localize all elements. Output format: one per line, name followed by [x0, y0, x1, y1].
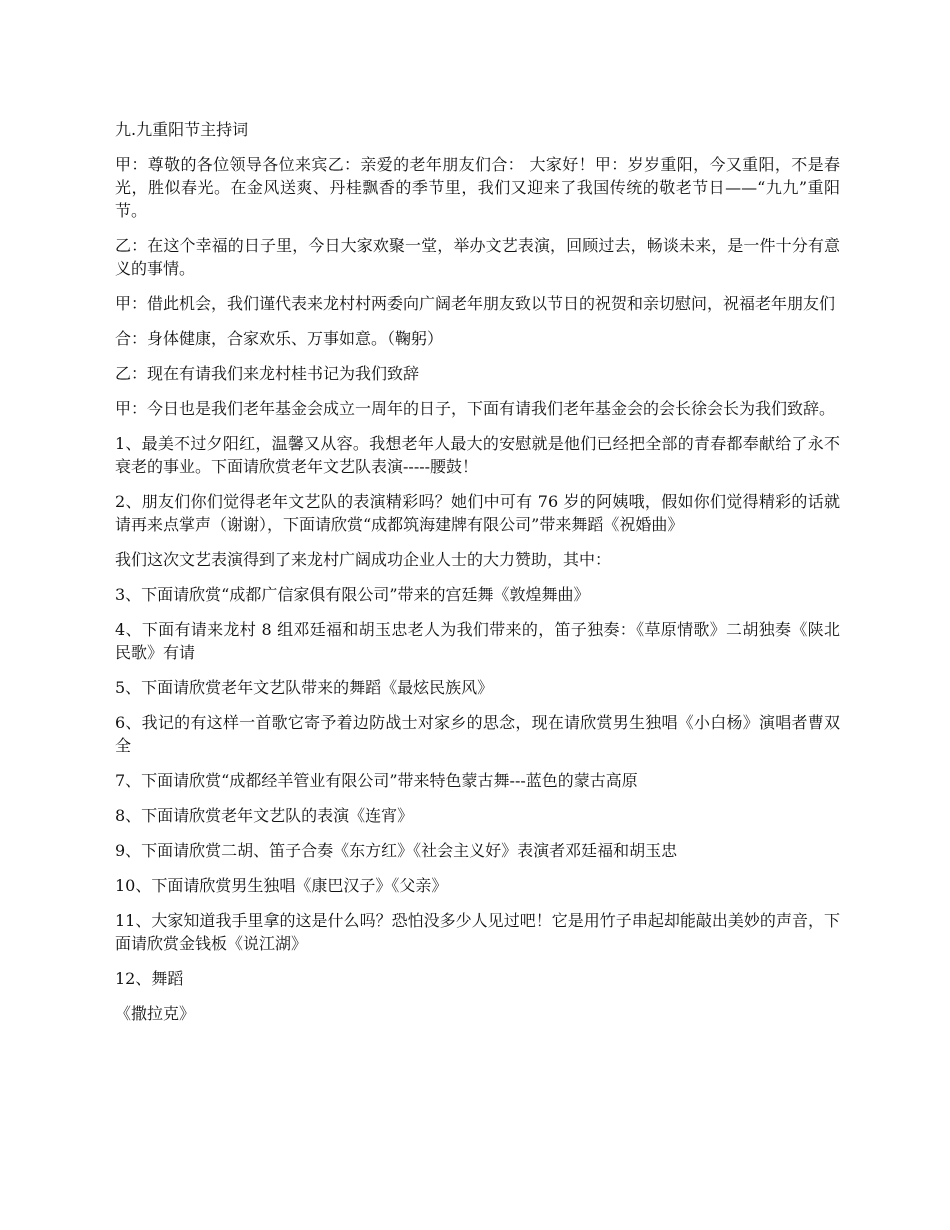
program-item-11: 11、大家知道我手里拿的这是什么吗？恐怕没多少人见过吧！它是用竹子串起却能敲出美妙的声音，下面请欣赏金钱板《说江湖》 [115, 911, 840, 953]
paragraph-he: 合：身体健康，合家欢乐、万事如意。（鞠躬） [115, 329, 444, 348]
paragraph-yi-1: 乙：在这个幸福的日子里，今日大家欢聚一堂，举办文艺表演，回顾过去，畅谈未来，是一件十分有意义的事情。 [115, 236, 840, 278]
program-item-2: 2、朋友们你们觉得老年文艺队的表演精彩吗？她们中可有 76 岁的阿姨哦，假如你们觉得精彩的话就请再来点掌声（谢谢），下面请欣赏“成都筑海建牌有限公司”带来舞蹈《祝婚曲》 [115, 492, 840, 534]
program-item-10: 10、下面请欣赏男生独唱《康巴汉子》《父亲》 [115, 876, 448, 895]
document-body [115, 118, 840, 1037]
sponsor-note: 我们这次文艺表演得到了来龙村广阔成功企业人士的大力赞助，其中： [115, 550, 612, 569]
program-item-12: 12、舞蹈 [115, 969, 184, 988]
paragraph-jia-1: 甲：借此机会，我们谨代表来龙村村两委向广阔老年朋友致以节日的祝贺和亲切慰问，祝福老年朋友们 [115, 294, 836, 313]
program-item-1: 1、最美不过夕阳红，温馨又从容。我想老年人最大的安慰就是他们已经把全部的青春都奉献给了永不衰老的事业。下面请欣赏老年文艺队表演-----腰鼓！ [115, 434, 840, 476]
document-title: 九.九重阳节主持词 [115, 120, 249, 139]
program-item-12-title: 《撒拉克》 [115, 1004, 196, 1023]
paragraph-yi-2: 乙：现在有请我们来龙村桂书记为我们致辞 [115, 364, 420, 383]
program-item-5: 5、下面请欣赏老年文艺队带来的舞蹈《最炫民族风》 [115, 678, 494, 697]
program-item-6: 6、我记的有这样一首歌它寄予着边防战士对家乡的思念，现在请欣赏男生独唱《小白杨》演唱者曹双全 [115, 713, 840, 755]
program-item-4: 4、下面有请来龙村 8 组邓廷福和胡玉忠老人为我们带来的，笛子独奏：《草原情歌》二胡独奏《陕北民歌》有请 [115, 620, 840, 662]
paragraph-jia-2: 甲：今日也是我们老年基金会成立一周年的日子，下面有请我们老年基金会的会长徐会长为我们致辞。 [115, 399, 836, 418]
program-item-8: 8、下面请欣赏老年文艺队的表演《连宵》 [115, 806, 414, 825]
paragraph-greeting: 甲：尊敬的各位领导各位来宾乙：亲爱的老年朋友们合： 大家好！甲：岁岁重阳，今又重阳，不是春光，胜似春光。在金风送爽、丹桂飘香的季节里，我们又迎来了我国传统的敬老节日——“九九”重阳节。 [115, 155, 840, 220]
program-item-3: 3、下面请欣赏“成都广信家俱有限公司”带来的宫廷舞《敦煌舞曲》 [115, 585, 590, 604]
program-item-9: 9、下面请欣赏二胡、笛子合奏《东方红》《社会主义好》表演者邓廷福和胡玉忠 [115, 841, 678, 860]
program-item-7: 7、下面请欣赏“成都经羊管业有限公司”带来特色蒙古舞---蓝色的蒙古高原 [115, 771, 638, 790]
